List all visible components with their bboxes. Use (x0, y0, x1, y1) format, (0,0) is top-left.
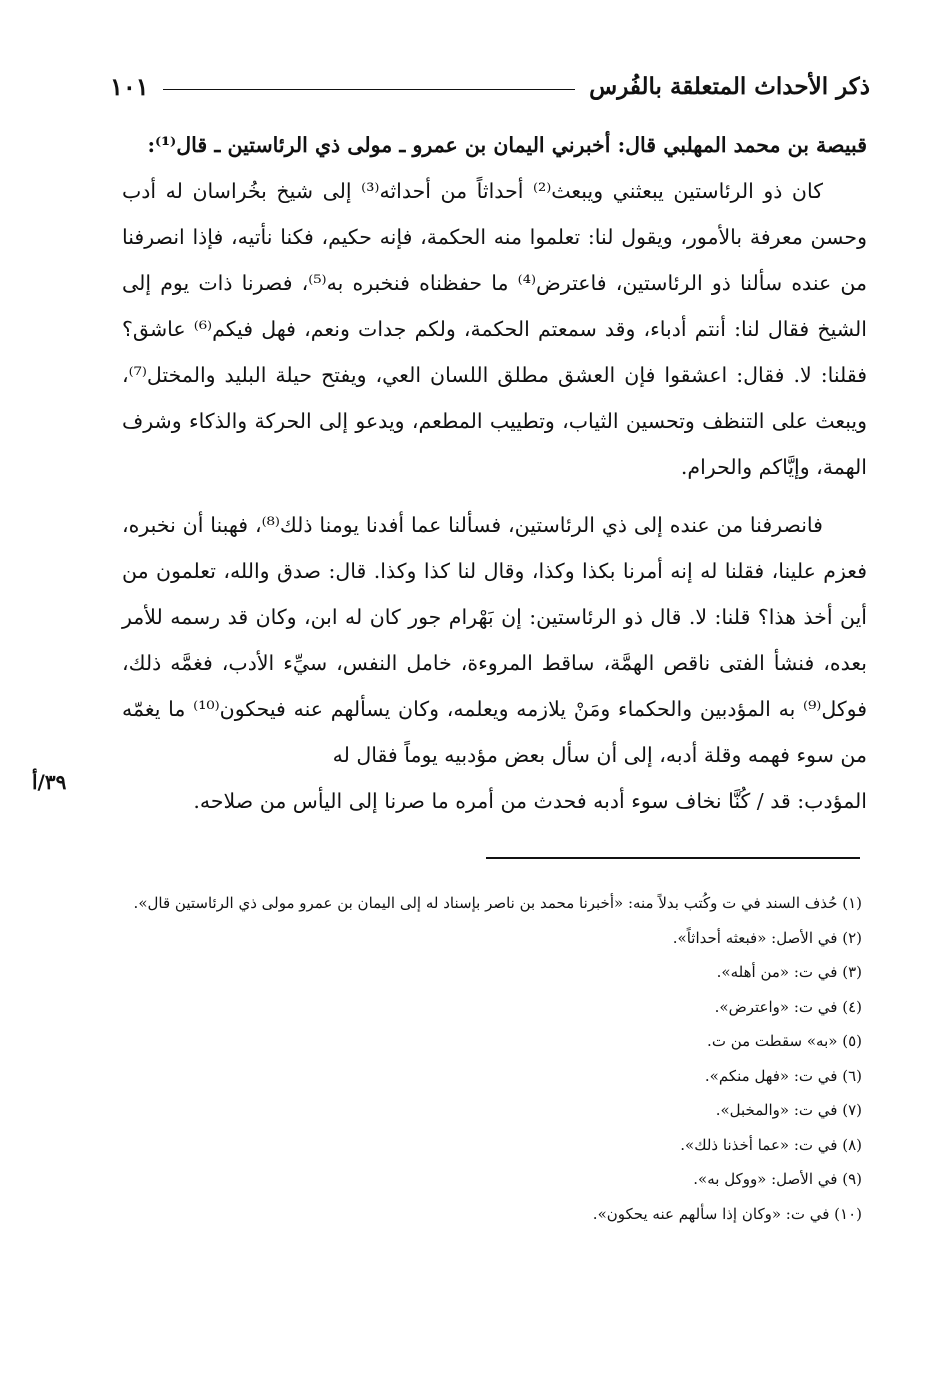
footnote-4: (٤) في ت: «واعترض». (714, 997, 862, 1016)
footnote-3: (٣) في ت: «من أهله». (716, 963, 862, 981)
footnote-9: (٩) في الأصل: «ووكل به». (693, 1170, 862, 1188)
footnote-6: (٦) في ت: «فهل منكم». (704, 1066, 862, 1085)
footnotes (110, 886, 862, 1231)
paragraph-isnad: قبيصة بن محمد المهلبي قال: أخبرني اليمان بن عمرو ـ مولى ذي الرئاستين ـ قال⁽¹⁾: (147, 133, 867, 157)
footnote-divider (486, 857, 860, 859)
page-number: ١٠١ (110, 71, 149, 101)
main-text (122, 122, 867, 824)
paragraph-gap (122, 490, 867, 502)
footnote-2: (٢) في الأصل: «فبعثه أحداثاً». (672, 928, 862, 947)
footnote-7: (٧) في ت: «والمخبل». (715, 1101, 862, 1119)
manuscript-folio-marker: ٣٩/أ (32, 770, 67, 794)
paragraph-story-2-end: المؤدب: قد / كُنَّا نخاف سوء أدبه فحدث من أمره ما صرنا إلى اليأس من صلاحه. (193, 789, 867, 813)
footnote-8: (٨) في ت: «عما أخذنا ذلك». (680, 1135, 862, 1154)
page-header (110, 66, 870, 106)
header-rule (163, 89, 575, 90)
footnote-1: (١) حُذف السند في ت وكُتب بدلاً منه: «أخبرنا محمد بن ناصر بإسناد له إلى اليمان بن عمرو مولى ذي الرئاستين قال». (133, 894, 862, 912)
paragraph-story-1: كان ذو الرئاستين يبعثني ويبعث⁽²⁾ أحداثاً من أحداثه⁽³⁾ إلى شيخ بخُراسان له أدب وحسن معرفة بالأمور، ويقول لنا: تعلموا منه الحكمة، فإنه حكيم، فكنا نأتيه، فإذا انصرفنا من عنده سألنا ذو الرئاستين، فاعترض⁽⁴⁾ ما حفظناه فنخبره به⁽⁵⁾، فصرنا ذات يوم إلى الشيخ فقال لنا: أنتم أدباء، وقد سمعتم الحكمة، ولكم جدات ونعم، فهل فيكم⁽⁶⁾ عاشق؟ فقلنا: لا. فقال: اعشقوا فإن العشق مطلق اللسان العي، ويفتح حيلة البليد والمختل⁽⁷⁾، ويبعث على التنظف وتحسين الثياب، وتطييب المطعم، ويدعو إلى الحركة والذكاء وشرف الهمة، وإيَّاكم والحرام. (122, 179, 867, 479)
footnote-10: (١٠) في ت: «وكان إذا سألهم عنه يحكون». (592, 1204, 862, 1223)
running-title: ذكر الأحداث المتعلقة بالفُرس (589, 72, 870, 100)
paragraph-story-2: فانصرفنا من عنده إلى ذي الرئاستين، فسألنا عما أفدنا يومنا ذلك⁽⁸⁾، فهبنا أن نخبره، فعزم علينا، فقلنا له إنه أمرنا بكذا وكذا، وقال لنا كذا وكذا. قال: صدق والله، تعلمون من أين أخذ هذا؟ قلنا: لا. قال ذو الرئاستين: إن بَهْرام جور كان له ابن، وكان قد رسمه للأمر بعده، فنشأ الفتى ناقص الهمَّة، ساقط المروءة، خامل النفس، سيِّء الأدب، فغمَّه ذلك، فوكل⁽⁹⁾ به المؤدبين والحكماء ومَنْ يلازمه ويعلمه، وكان يسألهم عنه فيحكون⁽¹⁰⁾ ما يغمّه من سوء فهمه وقلة أدبه، إلى أن سأل بعض مؤدبيه يوماً فقال له (122, 513, 867, 767)
footnote-5: (٥) «به» سقطت من ت. (707, 1032, 862, 1050)
